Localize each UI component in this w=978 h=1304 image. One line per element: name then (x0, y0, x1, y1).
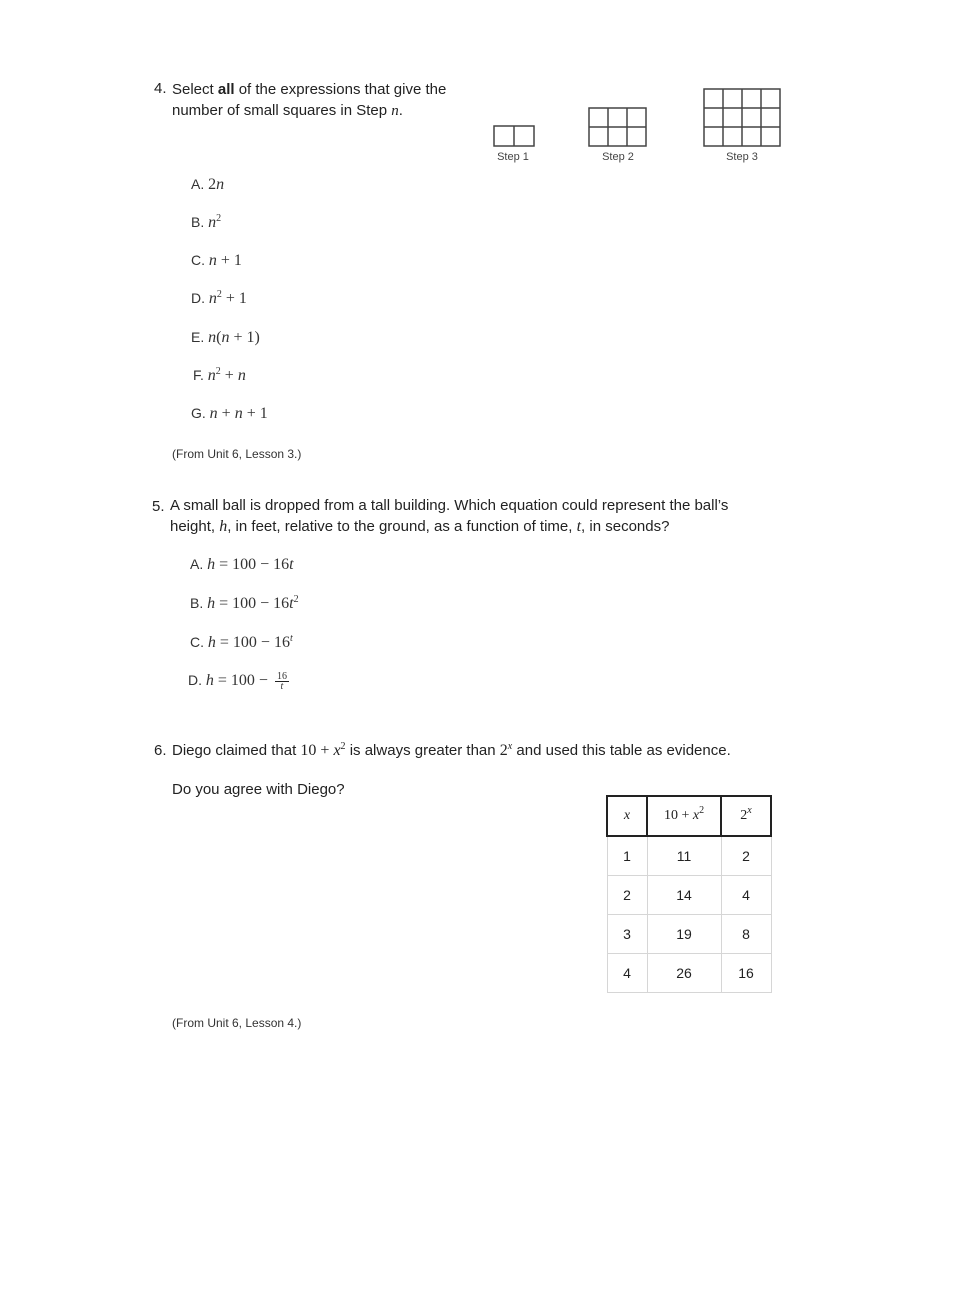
q4-option-b[interactable] (191, 214, 221, 232)
q5-number: 5. (152, 498, 165, 515)
q4-prompt-line2: number of small squares in Step (172, 102, 392, 119)
option-letter: D. (191, 290, 205, 306)
step-figures (490, 86, 790, 148)
q4-source: (From Unit 6, Lesson 3.) (172, 447, 302, 461)
q6-line1-c: and used this table as evidence. (512, 742, 731, 759)
option-expression: $n^2 + n$ (207, 366, 246, 384)
table-header-10-plus-x-squared: $10 + x^2$ (647, 796, 721, 836)
q4-prompt-var: n (391, 103, 399, 119)
option-expression: n + 1 (208, 252, 242, 269)
step2-figure (589, 108, 646, 146)
option-letter: D. (188, 672, 202, 689)
q5-option-b[interactable] (190, 595, 299, 613)
q5-line2-c: , in seconds? (581, 518, 670, 535)
option-letter: E. (191, 329, 205, 345)
q5-line2-b: , in feet, relative to the ground, as a function of time, (227, 518, 577, 535)
table-cell: 19 (647, 915, 721, 954)
table-header-2-to-x: 2$^x$ (721, 796, 771, 836)
q4-prompt-part1: Select (172, 81, 218, 98)
table-row (607, 915, 771, 954)
table-row (607, 876, 771, 915)
q4-option-g[interactable] (191, 405, 268, 423)
option-expression: $n^2 + 1$ (208, 289, 247, 307)
option-expression: $h = 100 - 16^t$ (207, 633, 293, 651)
q6-question: Do you agree with Diego? (172, 781, 345, 798)
q5-prompt (170, 495, 728, 537)
q4-prompt-part2: of the expressions that give the (234, 81, 447, 98)
table-cell: 4 (721, 876, 771, 915)
q5-line2-a: height, (170, 518, 220, 535)
option-letter: F. (193, 367, 204, 383)
q5-line1: A small ball is dropped from a tall building. Which equation could represent the ball’s (170, 497, 729, 514)
option-expression: n(n + 1) (208, 329, 260, 346)
table-cell: 8 (721, 915, 771, 954)
table-cell: 16 (721, 954, 771, 993)
table-row (607, 836, 771, 876)
q6-source: (From Unit 6, Lesson 4.) (172, 1016, 302, 1030)
q5-option-c[interactable] (190, 634, 293, 652)
q6-expr-1: $10 + x^2$ (300, 741, 346, 759)
table-cell: 4 (607, 954, 647, 993)
q5-option-a[interactable] (190, 556, 294, 574)
table-cell: 14 (647, 876, 721, 915)
table-cell: 26 (647, 954, 721, 993)
table-row (607, 954, 771, 993)
option-letter: C. (190, 634, 204, 650)
table-header-x: x (607, 796, 647, 836)
option-expression: $h = 100 - 16t^2$ (207, 594, 299, 612)
q6-expr-2: 2$^x$ (499, 741, 513, 759)
option-letter: G. (191, 405, 206, 421)
q6-line1-b: is always greater than (345, 742, 500, 759)
q4-option-c[interactable] (191, 252, 242, 270)
option-expression: 2n (208, 176, 225, 193)
q6-line1-a: Diego claimed that (172, 742, 301, 759)
step3-figure (704, 89, 780, 146)
option-letter: C. (191, 252, 205, 268)
table-header-row (607, 796, 771, 836)
option-letter: B. (191, 214, 205, 230)
q4-prompt-end: . (398, 102, 403, 119)
step2-label: Step 2 (602, 151, 634, 163)
option-expression: $n^2$ (208, 213, 222, 231)
q4-option-d[interactable] (191, 290, 247, 308)
q5-var-t: t (576, 518, 582, 535)
q4-prompt (172, 79, 446, 122)
q6-table (606, 795, 772, 993)
table-cell: 1 (607, 836, 647, 876)
step1-label: Step 1 (497, 151, 529, 163)
q4-prompt-bold: all (217, 81, 235, 98)
table-cell: 2 (721, 836, 771, 876)
table-cell: 3 (607, 915, 647, 954)
table-cell: 11 (647, 836, 721, 876)
option-expression: h = 100 − 16t (207, 556, 294, 573)
step1-figure (494, 126, 534, 146)
q6-prompt (172, 740, 731, 761)
table-cell: 2 (607, 876, 647, 915)
q4-option-f[interactable] (193, 367, 246, 385)
option-letter: B. (190, 595, 204, 611)
q4-number: 4. (154, 80, 167, 97)
option-expression: h = 100 − $\frac{16}{t}$ (205, 671, 287, 692)
q5-option-d[interactable] (188, 672, 289, 691)
q6-number: 6. (154, 742, 167, 759)
step3-label: Step 3 (726, 151, 758, 163)
option-letter: A. (191, 176, 205, 192)
q4-option-a[interactable] (191, 176, 224, 194)
option-letter: A. (190, 556, 204, 572)
q4-option-e[interactable] (191, 329, 260, 347)
q5-var-h: h (219, 518, 228, 535)
option-expression: n + n + 1 (209, 405, 268, 422)
